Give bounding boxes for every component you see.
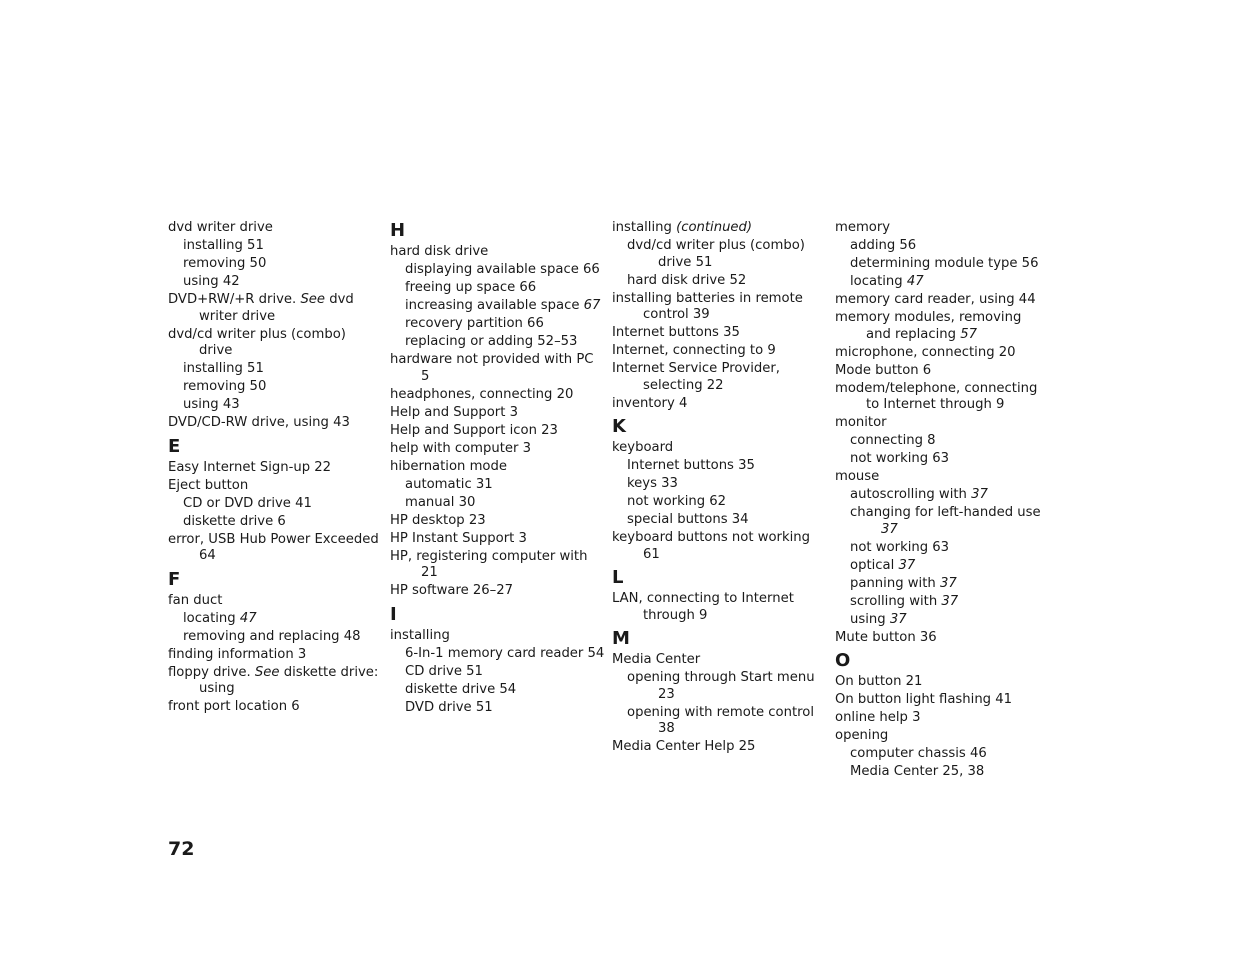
section-letter-heading: M <box>612 628 630 649</box>
entry-text: help with computer 3 <box>390 440 532 456</box>
entry-text: On button 21 <box>835 674 923 689</box>
entry-text: keys 33 <box>627 476 678 491</box>
section-letter-heading: F <box>168 568 181 590</box>
index-subentry <box>835 612 1050 629</box>
entry-text: optical <box>850 557 899 573</box>
entry-text: diskette drive 54 <box>405 681 517 697</box>
index-entry <box>612 361 827 394</box>
index-entry <box>612 220 827 237</box>
section-letter-heading: E <box>168 435 181 457</box>
index-subentry <box>168 397 383 414</box>
index-subentry <box>835 433 1050 450</box>
entry-text: using <box>850 611 890 627</box>
index-entry <box>612 591 827 624</box>
index-subentry <box>168 496 383 513</box>
index-entry <box>168 478 383 495</box>
index-subentry <box>835 540 1050 557</box>
entry-text: monitor <box>835 415 887 430</box>
index-entry <box>390 628 605 645</box>
entry-page-italic: 37 <box>881 521 898 537</box>
entry-text: connecting 8 <box>850 433 936 448</box>
entry-text: 6-In-1 memory card reader 54 <box>405 645 605 661</box>
entry-text: HP desktop 23 <box>390 512 486 528</box>
entry-text: removing 50 <box>183 256 267 271</box>
index-entry <box>390 531 605 548</box>
entry-text: autoscrolling with <box>850 487 972 502</box>
entry-text: fan duct <box>168 592 223 608</box>
index-subentry <box>612 458 827 475</box>
index-subentry <box>835 451 1050 468</box>
entry-text: error, USB Hub Power Exceeded 64 <box>168 531 379 563</box>
index-subentry <box>390 646 605 663</box>
index-entry <box>612 396 827 413</box>
page-number: 72 <box>168 838 195 860</box>
entry-text: Media Center Help 25 <box>612 739 756 754</box>
index-entry <box>390 423 605 440</box>
index-subentry <box>390 298 605 315</box>
index-entry <box>835 345 1050 362</box>
index-subentry <box>168 379 383 396</box>
index-entry <box>390 352 605 385</box>
entry-text: adding 56 <box>850 238 917 253</box>
entry-text: headphones, connecting 20 <box>390 386 574 402</box>
index-subentry <box>835 256 1050 273</box>
index-subentry <box>390 316 605 333</box>
index-entry <box>835 292 1050 309</box>
entry-text: memory <box>835 220 891 235</box>
index-subentry <box>835 594 1050 611</box>
entry-text: panning with <box>850 575 940 591</box>
entry-text: CD or DVD drive 41 <box>183 495 312 511</box>
entry-page-italic: 57 <box>960 326 977 342</box>
index-subentry <box>612 476 827 493</box>
index-entry <box>835 674 1050 691</box>
index-entry <box>835 310 1050 343</box>
entry-text: dvd/cd writer plus (combo) drive 51 <box>627 238 805 270</box>
entry-text: finding information 3 <box>168 646 307 662</box>
index-entry <box>390 441 605 458</box>
entry-text: removing and replacing 48 <box>183 628 361 644</box>
entry-text: opening through Start menu 23 <box>627 670 815 702</box>
entry-text: floppy drive. <box>168 664 251 680</box>
entry-text: Internet Service Provider, selecting 22 <box>612 361 780 393</box>
index-entry <box>835 220 1050 237</box>
index-subentry <box>390 664 605 681</box>
entry-text: hard disk drive 52 <box>627 272 747 288</box>
index-entry <box>168 292 383 325</box>
entry-text: memory modules, removing and replacing <box>835 310 1022 342</box>
entry-text: hibernation mode <box>390 458 507 474</box>
entry-text: special buttons 34 <box>627 512 749 527</box>
entry-text: DVD drive 51 <box>405 699 493 715</box>
entry-text: HP software 26–27 <box>390 583 514 598</box>
index-entry <box>835 728 1050 745</box>
index-entry <box>612 652 827 669</box>
entry-text: opening with remote control 38 <box>627 704 815 736</box>
index-entry <box>835 415 1050 432</box>
entry-text: hard disk drive <box>390 244 489 259</box>
index-entry <box>168 593 383 610</box>
index-entry <box>612 530 827 563</box>
entry-text: Mode button 6 <box>835 362 932 378</box>
see-reference-label: See <box>254 664 280 680</box>
index-entry <box>835 710 1050 727</box>
entry-page-italic: 37 <box>971 487 988 502</box>
entry-text: HP Instant Support 3 <box>390 530 527 546</box>
index-entry <box>168 647 383 664</box>
entry-text: keyboard <box>612 440 674 455</box>
entry-page-italic: 37 <box>939 575 957 591</box>
continued-label: (continued) <box>676 220 753 235</box>
index-subentry <box>390 280 605 297</box>
index-subentry <box>612 512 827 529</box>
entry-text: DVD+RW/+R drive. <box>168 292 297 307</box>
index-subentry <box>168 256 383 273</box>
index-entry <box>835 469 1050 486</box>
index-subentry <box>168 629 383 646</box>
index-column-2 <box>390 220 605 718</box>
index-subentry <box>612 705 827 738</box>
entry-text: scrolling with <box>850 593 942 609</box>
index-entry <box>612 343 827 360</box>
section-letter-heading: L <box>612 567 624 588</box>
index-subentry <box>390 682 605 699</box>
entry-page-italic: 47 <box>906 274 924 289</box>
index-entry <box>390 387 605 404</box>
index-entry <box>168 665 383 698</box>
entry-text: Help and Support 3 <box>390 404 518 420</box>
index-column-1 <box>168 220 383 717</box>
entry-text: Media Center 25, 38 <box>850 764 985 779</box>
index-entry <box>168 699 383 716</box>
index-subentry <box>168 274 383 291</box>
entry-text: LAN, connecting to Internet through 9 <box>612 591 794 623</box>
entry-page-italic: 37 <box>941 593 959 609</box>
entry-text: HP, registering computer with 21 <box>390 548 588 580</box>
entry-page-italic: 47 <box>239 610 257 626</box>
entry-text: not working 63 <box>850 539 950 555</box>
index-subentry <box>835 576 1050 593</box>
entry-text: On button light flashing 41 <box>835 692 1013 707</box>
entry-text: displaying available space 66 <box>405 262 600 277</box>
index-entry <box>612 739 827 756</box>
entry-text: CD drive 51 <box>405 663 483 679</box>
entry-text: freeing up space 66 <box>405 280 537 295</box>
index-entry <box>835 692 1050 709</box>
entry-text: Help and Support icon 23 <box>390 422 558 438</box>
entry-text: using 42 <box>183 274 240 289</box>
index-subentry <box>168 361 383 378</box>
entry-text: Internet, connecting to 9 <box>612 343 776 358</box>
index-entry <box>168 220 383 237</box>
index-subentry <box>835 764 1050 781</box>
index-entry <box>612 325 827 342</box>
index-subentry <box>390 262 605 279</box>
section-letter-heading: K <box>612 416 626 437</box>
entry-text: online help 3 <box>835 710 921 725</box>
index-entry <box>390 549 605 582</box>
index-entry <box>168 327 383 360</box>
index-entry <box>390 583 605 600</box>
index-subentry <box>835 487 1050 504</box>
index-subentry <box>168 611 383 628</box>
entry-text: Internet buttons 35 <box>612 325 740 340</box>
see-reference-target: diskette drive: using <box>199 664 379 696</box>
entry-text: using 43 <box>183 397 240 412</box>
index-subentry <box>390 334 605 351</box>
index-subentry <box>390 700 605 717</box>
index-subentry <box>612 273 827 290</box>
index-entry <box>612 291 827 324</box>
index-subentry <box>390 495 605 512</box>
entry-text: installing <box>612 220 677 235</box>
see-reference-label: See <box>300 292 326 307</box>
section-letter-heading: I <box>390 603 397 625</box>
entry-text: front port location 6 <box>168 699 300 714</box>
index-entry <box>390 244 605 261</box>
entry-text: installing <box>390 627 450 643</box>
index-subentry <box>612 494 827 511</box>
index-entry <box>390 405 605 422</box>
entry-text: locating <box>850 274 907 289</box>
entry-text: recovery partition 66 <box>405 316 544 331</box>
entry-text: increasing available space <box>405 298 584 313</box>
entry-text: changing for left-handed use <box>850 505 1041 520</box>
entry-text: installing batteries in remote control 39 <box>612 290 803 322</box>
index-entry <box>390 459 605 476</box>
entry-text: automatic 31 <box>405 476 493 492</box>
entry-text: microphone, connecting 20 <box>835 344 1016 360</box>
entry-text: mouse <box>835 469 880 484</box>
index-subentry <box>168 238 383 255</box>
entry-text: Media Center <box>612 652 701 667</box>
entry-text: not working 62 <box>627 494 727 509</box>
index-entry <box>168 415 383 432</box>
section-letter-heading: H <box>390 220 406 241</box>
index-subentry <box>835 505 1050 538</box>
index-entry <box>835 381 1050 414</box>
index-column-3 <box>612 220 827 757</box>
index-column-4 <box>835 220 1050 782</box>
entry-text: installing 51 <box>183 238 264 253</box>
entry-text: opening <box>835 728 889 743</box>
entry-text: diskette drive 6 <box>183 513 286 529</box>
entry-text: keyboard buttons not working 61 <box>612 530 811 562</box>
index-subentry <box>390 477 605 494</box>
index-subentry <box>612 238 827 271</box>
entry-text: installing 51 <box>183 361 264 376</box>
entry-text: dvd/cd writer plus (combo) drive <box>168 326 346 358</box>
entry-text: Internet buttons 35 <box>627 458 755 473</box>
index-subentry <box>835 558 1050 575</box>
index-subentry <box>835 274 1050 291</box>
entry-text: computer chassis 46 <box>850 746 987 761</box>
section-letter-heading: O <box>835 650 851 671</box>
index-subentry <box>612 670 827 703</box>
entry-text: modem/telephone, connecting to Internet through 9 <box>835 380 1038 412</box>
index-subentry <box>835 746 1050 763</box>
index-entry <box>390 513 605 530</box>
entry-text: Mute button 36 <box>835 629 937 645</box>
entry-page-italic: 37 <box>889 611 907 627</box>
entry-text: memory card reader, using 44 <box>835 292 1036 307</box>
index-entry <box>835 630 1050 647</box>
index-entry <box>835 363 1050 380</box>
entry-text: dvd writer drive <box>168 220 273 235</box>
entry-text: locating <box>183 610 240 626</box>
index-entry <box>168 460 383 477</box>
index-entry <box>612 440 827 457</box>
entry-text: manual 30 <box>405 494 476 510</box>
entry-text: determining module type 56 <box>850 256 1039 271</box>
index-subentry <box>168 514 383 531</box>
entry-text: removing 50 <box>183 379 267 394</box>
entry-text: hardware not provided with PC 5 <box>390 352 594 384</box>
entry-text: DVD/CD-RW drive, using 43 <box>168 415 350 430</box>
entry-page-italic: 37 <box>898 557 916 573</box>
entry-text: not working 63 <box>850 451 950 466</box>
entry-page-italic: 67 <box>583 298 601 313</box>
entry-text: Easy Internet Sign-up 22 <box>168 459 332 475</box>
index-subentry <box>835 238 1050 255</box>
see-reference-target: dvd writer drive <box>199 292 354 324</box>
entry-text: inventory 4 <box>612 395 688 411</box>
entry-text: replacing or adding 52–53 <box>405 334 578 349</box>
entry-text: Eject button <box>168 477 249 493</box>
index-entry <box>168 532 383 565</box>
